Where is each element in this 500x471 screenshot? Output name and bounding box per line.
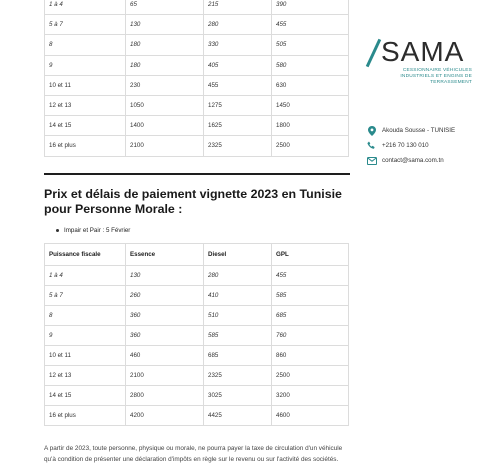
table-row bbox=[45, 405, 349, 425]
cell-puissance: 5 à 7 bbox=[45, 15, 126, 35]
cell-diesel: 405 bbox=[204, 55, 272, 75]
cell-diesel: 1625 bbox=[204, 116, 272, 136]
cell-essence: 2100 bbox=[126, 136, 204, 156]
table-row bbox=[45, 345, 349, 365]
phone-link[interactable]: +216 70 130 010 bbox=[382, 142, 429, 149]
cell-puissance: 1 à 4 bbox=[45, 265, 126, 285]
table-row bbox=[45, 136, 349, 156]
cell-puissance: 8 bbox=[45, 305, 126, 325]
cell-puissance: 16 et plus bbox=[45, 405, 126, 425]
table-row bbox=[45, 0, 349, 15]
cell-puissance: 14 et 15 bbox=[45, 385, 126, 405]
cell-gpl: 3200 bbox=[272, 385, 349, 405]
cell-essence: 1400 bbox=[126, 116, 204, 136]
cell-gpl: 1800 bbox=[272, 116, 349, 136]
cell-gpl: 390 bbox=[272, 0, 349, 15]
cell-diesel: 280 bbox=[204, 265, 272, 285]
cell-diesel: 2325 bbox=[204, 136, 272, 156]
cell-puissance: 1 à 4 bbox=[45, 0, 126, 15]
logo-slash-icon bbox=[366, 40, 381, 66]
main-content bbox=[44, 0, 350, 471]
contact-info bbox=[366, 124, 496, 167]
cell-puissance: 14 et 15 bbox=[45, 116, 126, 136]
cell-diesel: 2325 bbox=[204, 365, 272, 385]
column-header-gpl: GPL bbox=[272, 243, 349, 265]
cell-gpl: 1450 bbox=[272, 95, 349, 115]
cell-essence: 2800 bbox=[126, 385, 204, 405]
cell-gpl: 585 bbox=[272, 285, 349, 305]
cell-diesel: 280 bbox=[204, 15, 272, 35]
column-header-puissance: Puissance fiscale bbox=[45, 243, 126, 265]
cell-diesel: 4425 bbox=[204, 405, 272, 425]
mail-icon bbox=[366, 155, 377, 166]
table-row bbox=[45, 305, 349, 325]
sama-logo[interactable] bbox=[366, 38, 496, 66]
location-pin-icon bbox=[366, 125, 377, 136]
cell-gpl: 860 bbox=[272, 345, 349, 365]
section-title: Prix et délais de paiement vignette 2023 en Tunisie pour Personne Morale : bbox=[44, 186, 342, 216]
cell-essence: 180 bbox=[126, 55, 204, 75]
cell-gpl: 580 bbox=[272, 55, 349, 75]
cell-diesel: 1275 bbox=[204, 95, 272, 115]
vignette-table-physique bbox=[44, 0, 349, 157]
bullet-text: Impair et Pair : 5 Février bbox=[64, 226, 131, 234]
bullet-icon bbox=[56, 229, 59, 232]
phone-icon bbox=[366, 140, 377, 151]
section-divider bbox=[44, 173, 350, 175]
cell-puissance: 5 à 7 bbox=[45, 285, 126, 305]
cell-essence: 360 bbox=[126, 305, 204, 325]
cell-diesel: 585 bbox=[204, 325, 272, 345]
cell-puissance: 12 et 13 bbox=[45, 365, 126, 385]
table-row bbox=[45, 35, 349, 55]
cell-gpl: 760 bbox=[272, 325, 349, 345]
cell-gpl: 2500 bbox=[272, 136, 349, 156]
cell-puissance: 10 et 11 bbox=[45, 75, 126, 95]
cell-gpl: 455 bbox=[272, 15, 349, 35]
cell-puissance: 16 et plus bbox=[45, 136, 126, 156]
cell-essence: 360 bbox=[126, 325, 204, 345]
cell-gpl: 455 bbox=[272, 265, 349, 285]
table-row bbox=[45, 325, 349, 345]
table-body bbox=[45, 265, 349, 425]
address-text: Akouda Sousse - TUNISIE bbox=[382, 127, 456, 134]
cell-essence: 1050 bbox=[126, 95, 204, 115]
table-row bbox=[45, 15, 349, 35]
cell-essence: 460 bbox=[126, 345, 204, 365]
table-row bbox=[45, 385, 349, 405]
cell-essence: 4200 bbox=[126, 405, 204, 425]
table-body bbox=[45, 0, 349, 156]
cell-gpl: 4600 bbox=[272, 405, 349, 425]
cell-essence: 130 bbox=[126, 15, 204, 35]
cell-diesel: 215 bbox=[204, 0, 272, 15]
table-row bbox=[45, 265, 349, 285]
table-row bbox=[45, 55, 349, 75]
cell-essence: 180 bbox=[126, 35, 204, 55]
vignette-table-morale bbox=[44, 243, 349, 426]
column-header-essence: Essence bbox=[126, 243, 204, 265]
email-link[interactable]: contact@sama.com.tn bbox=[382, 157, 444, 164]
cell-essence: 65 bbox=[126, 0, 204, 15]
address-row bbox=[366, 124, 496, 137]
cell-puissance: 12 et 13 bbox=[45, 95, 126, 115]
cell-gpl: 685 bbox=[272, 305, 349, 325]
cell-essence: 130 bbox=[126, 265, 204, 285]
cell-gpl: 2500 bbox=[272, 365, 349, 385]
cell-diesel: 410 bbox=[204, 285, 272, 305]
note-paragraph: A partir de 2023, toute personne, physique ou morale, ne pourra payer la taxe de circulation d'un véhicule qu'à condition de présenter une déclaration d'impôts en règle sur le revenu ou sur l'activité des sociétés. bbox=[44, 444, 343, 463]
cell-puissance: 9 bbox=[45, 325, 126, 345]
table-header-row bbox=[45, 243, 349, 265]
cell-gpl: 630 bbox=[272, 75, 349, 95]
list-item bbox=[56, 227, 350, 234]
cell-essence: 260 bbox=[126, 285, 204, 305]
table-row bbox=[45, 285, 349, 305]
cell-diesel: 510 bbox=[204, 305, 272, 325]
table-row bbox=[45, 365, 349, 385]
cell-diesel: 3025 bbox=[204, 385, 272, 405]
column-header-diesel: Diesel bbox=[204, 243, 272, 265]
cell-puissance: 8 bbox=[45, 35, 126, 55]
cell-essence: 2100 bbox=[126, 365, 204, 385]
phone-row[interactable] bbox=[366, 139, 496, 152]
cell-diesel: 685 bbox=[204, 345, 272, 365]
cell-puissance: 10 et 11 bbox=[45, 345, 126, 365]
cell-gpl: 505 bbox=[272, 35, 349, 55]
logo-tagline: CESSIONNAIRE VÉHICULES INDUSTRIELS ET ENGINS DE TERRASSEMENT bbox=[400, 68, 472, 85]
email-row[interactable] bbox=[366, 154, 496, 167]
cell-diesel: 330 bbox=[204, 35, 272, 55]
table-row bbox=[45, 75, 349, 95]
cell-puissance: 9 bbox=[45, 55, 126, 75]
table-row bbox=[45, 95, 349, 115]
logo-word: SAMA bbox=[381, 36, 465, 67]
cell-diesel: 455 bbox=[204, 75, 272, 95]
table-row bbox=[45, 116, 349, 136]
sidebar bbox=[366, 38, 496, 169]
cell-essence: 230 bbox=[126, 75, 204, 95]
